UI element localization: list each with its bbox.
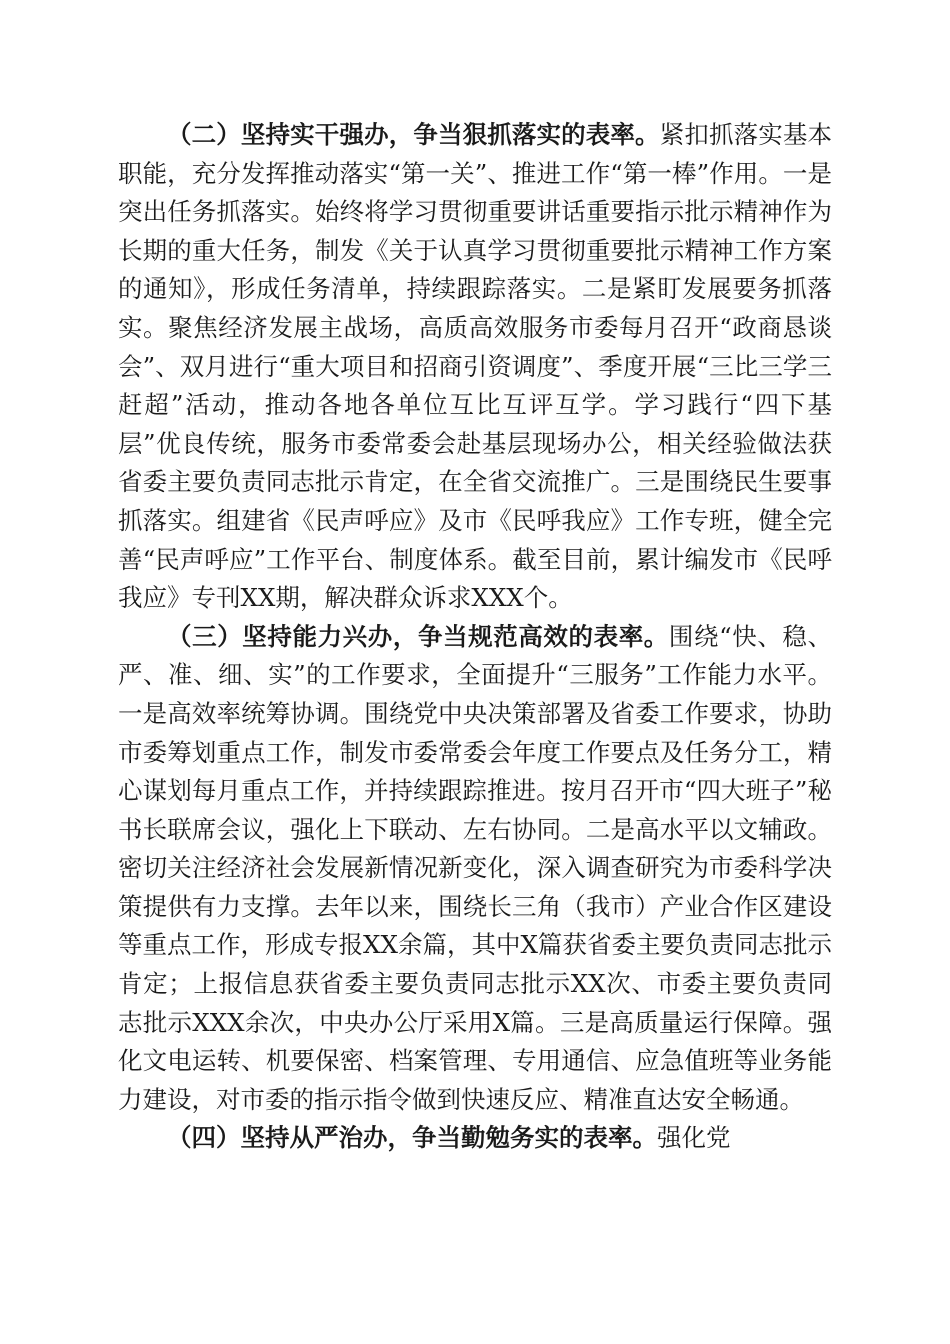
- paragraph-3-heading: （三）坚持能力兴办，争当规范高效的表率。: [167, 621, 669, 651]
- paragraph-4-heading: （四）坚持从严治办，争当勤勉务实的表率。: [167, 1123, 657, 1153]
- paragraph-4: [118, 1119, 832, 1158]
- paragraph-4-text: 强化党: [657, 1123, 731, 1153]
- paragraph-3: [118, 618, 832, 1120]
- paragraph-2-text: 紧扣抓落实基本职能，充分发挥推动落实“第一关”、推进工作“第一棒”作用。一是突出任务抓落实。始终将学习贯彻重要讲话重要指示批示精神作为长期的重大任务，制发《关于认真学习贯彻重要批示精神工作方案的通知》，形成任务清单，持续跟踪落实。二是紧盯发展要务抓落实。聚焦经济发展主战场，高质高效服务市委每月召开“政商恳谈会”、双月进行“重大项目和招商引资调度”、季度开展“三比三学三赶超”活动，推动各地各单位互比互评互学。学习践行“四下基层”优良传统，服务市委常委会赴基层现场办公，相关经验做法获省委主要负责同志批示肯定，在全省交流推广。三是围绕民生要事抓落实。组建省《民声呼应》及市《民呼我应》工作专班，健全完善“民声呼应”工作平台、制度体系。截至目前，累计编发市《民呼我应》专刊XX期，解决群众诉求XXX个。: [118, 120, 833, 613]
- paragraph-2-heading: （二）坚持实干强办，争当狠抓落实的表率。: [167, 120, 660, 149]
- paragraph-3-text: 围绕“快、稳、严、准、细、实”的工作要求，全面提升“三服务”工作能力水平。一是高效率统筹协调。围绕党中央决策部署及省委工作要求，协助市委筹划重点工作，制发市委常委会年度工作要点及任务分工，精心谋划每月重点工作，并持续跟踪推进。按月召开市“四大班子”秘书长联席会议，强化上下联动、左右协同。二是高水平以文辅政。密切关注经济社会发展新情况新变化，深入调查研究为市委科学决策提供有力支撑。去年以来，围绕长三角（我市）产业合作区建设等重点工作，形成专报XX余篇，其中X篇获省委主要负责同志批示肯定；上报信息获省委主要负责同志批示XX次、市委主要负责同志批示XXX余次，中央办公厅采用X篇。三是高质量运行保障。强化文电运转、机要保密、档案管理、专用通信、应急值班等业务能力建设，对市委的指示指令做到快速反应、精准直达安全畅通。: [118, 621, 833, 1114]
- paragraph-2: [118, 116, 832, 618]
- document-body: [118, 116, 832, 1158]
